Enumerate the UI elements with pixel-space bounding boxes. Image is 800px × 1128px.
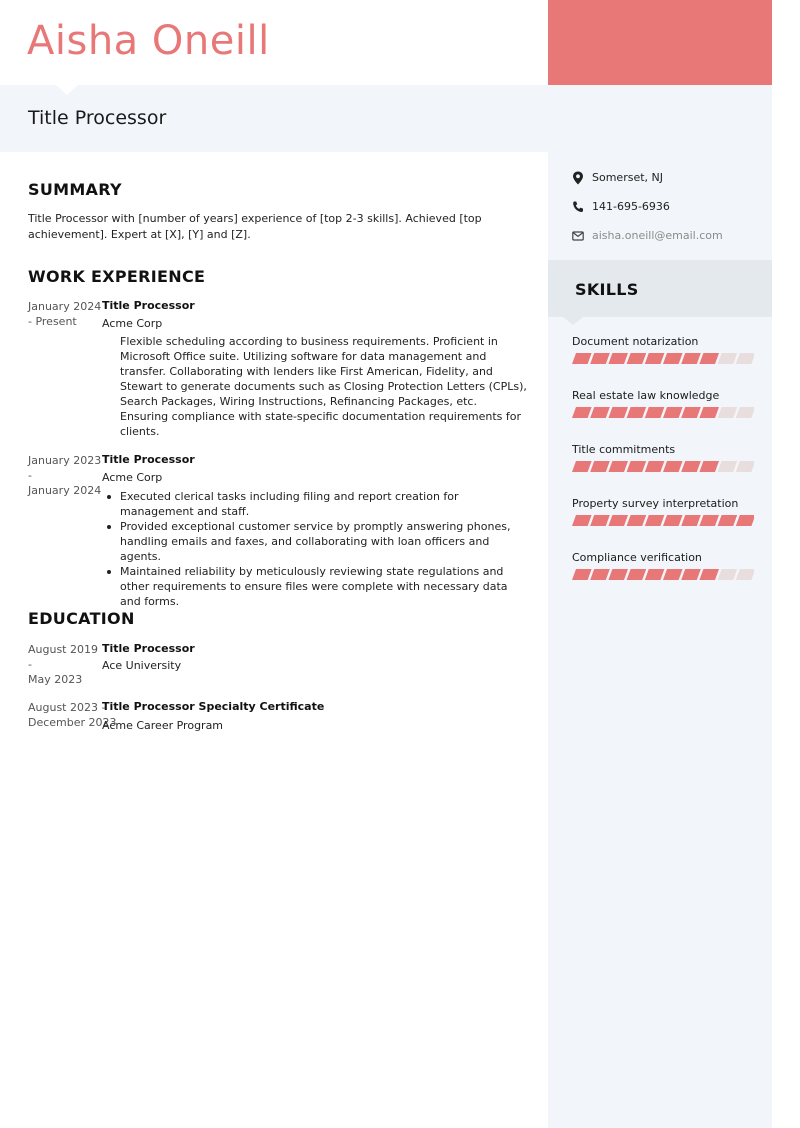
- skill-segment-filled: [736, 515, 754, 526]
- skill-segment-filled: [645, 569, 665, 580]
- location-pin-icon: [572, 171, 584, 185]
- edu-1-date-end: May 2023: [28, 673, 83, 686]
- job-2-bullets: [102, 489, 528, 609]
- skill-segment-filled: [572, 353, 592, 364]
- skill-segment-filled: [590, 569, 610, 580]
- job-2-dates: [28, 453, 102, 498]
- sidebar-accent-block: [548, 0, 772, 85]
- edu-1-school: Ace University: [102, 659, 182, 672]
- skill-level-bar: [572, 461, 754, 472]
- skill-segment-filled: [663, 515, 683, 526]
- edu-2-school: Acme Career Program: [102, 719, 224, 732]
- phone-text: 141-695-6936: [592, 200, 670, 213]
- edu-2-date-start: August 2023 -: [28, 701, 106, 714]
- skill-level-bar: [572, 353, 754, 364]
- skill-segment-filled: [645, 461, 665, 472]
- skills-heading: SKILLS: [575, 280, 639, 299]
- sidebar-background: [548, 0, 772, 1128]
- job-1-date-end: - Present: [28, 315, 77, 328]
- skill-segment-filled: [627, 515, 647, 526]
- job-2-company: Acme Corp: [102, 471, 163, 484]
- skill-segment-filled: [608, 407, 628, 418]
- summary-heading: SUMMARY: [28, 180, 122, 199]
- skill-segment-filled: [681, 569, 701, 580]
- skill-segment-filled: [627, 461, 647, 472]
- skill-segment-filled: [681, 407, 701, 418]
- skill-segment-filled: [663, 461, 683, 472]
- skill-name: Compliance verification: [572, 551, 702, 564]
- skill-segment-filled: [663, 353, 683, 364]
- skill-segment-filled: [572, 569, 592, 580]
- skill-segment-filled: [590, 461, 610, 472]
- skill-segment-filled: [663, 407, 683, 418]
- candidate-name: Aisha Oneill: [27, 18, 270, 64]
- skill-segment-empty: [718, 353, 738, 364]
- edu-2-date-end: December 2023: [28, 716, 117, 729]
- skill-level-bar: [572, 569, 754, 580]
- job-1-role: Title Processor: [102, 299, 195, 312]
- skill-segment-filled: [645, 353, 665, 364]
- job-2-date-end: January 2024: [28, 484, 102, 497]
- job-2-bullet: Executed clerical tasks including filing and report creation for management and staff.: [102, 489, 528, 519]
- skill-segment-filled: [663, 569, 683, 580]
- skill-level-bar: [572, 407, 754, 418]
- skill-segment-filled: [699, 515, 719, 526]
- edu-2-dates: [28, 700, 117, 730]
- envelope-icon: [572, 229, 584, 243]
- job-2-date-separator: -: [28, 469, 32, 482]
- skill-segment-filled: [627, 353, 647, 364]
- edu-1-degree: Title Processor: [102, 642, 195, 655]
- skill-segment-empty: [736, 461, 754, 472]
- skill-segment-filled: [699, 407, 719, 418]
- skill-segment-empty: [736, 569, 754, 580]
- edu-1-dates: [28, 642, 102, 687]
- job-2-role: Title Processor: [102, 453, 195, 466]
- skill-segment-filled: [718, 515, 738, 526]
- skill-segment-filled: [627, 569, 647, 580]
- skill-segment-empty: [736, 407, 754, 418]
- skill-segment-filled: [572, 461, 592, 472]
- job-1-date-start: January 2024: [28, 300, 102, 313]
- job-2-bullet: Provided exceptional customer service by promptly answering phones, handling emails and faxes, and collaborating with loan officers and agents.: [102, 519, 528, 564]
- skill-segment-filled: [645, 515, 665, 526]
- phone-icon: [572, 200, 584, 214]
- skill-segment-filled: [627, 407, 647, 418]
- skill-name: Document notarization: [572, 335, 699, 348]
- skill-segment-filled: [608, 569, 628, 580]
- skill-segment-filled: [645, 407, 665, 418]
- skill-name: Title commitments: [572, 443, 676, 456]
- education-heading: EDUCATION: [28, 609, 135, 628]
- skill-segment-filled: [590, 353, 610, 364]
- skill-segment-filled: [572, 515, 592, 526]
- edu-1-date-start: August 2019 -: [28, 643, 98, 671]
- job-2-date-start: January 2023: [28, 454, 102, 467]
- edu-2-degree: Title Processor Specialty Certificate: [102, 700, 325, 713]
- summary-text: Title Processor with [number of years] experience of [top 2-3 skills]. Achieved [top achievement]. Expert at [X], [Y] and [Z].: [28, 212, 482, 241]
- skill-segment-filled: [608, 461, 628, 472]
- skill-segment-filled: [608, 515, 628, 526]
- job-title: Title Processor: [28, 107, 167, 129]
- skill-segment-filled: [590, 407, 610, 418]
- email-link[interactable]: aisha.oneill@email.com: [592, 229, 723, 242]
- skills-notch: [563, 317, 583, 325]
- skill-segment-empty: [718, 461, 738, 472]
- title-notch: [56, 85, 78, 95]
- skill-segment-filled: [572, 407, 592, 418]
- skill-segment-filled: [681, 461, 701, 472]
- job-1-dates: [28, 299, 102, 329]
- skill-segment-filled: [699, 569, 719, 580]
- location-text: Somerset, NJ: [592, 171, 663, 184]
- skill-segment-filled: [699, 353, 719, 364]
- skill-segment-empty: [718, 569, 738, 580]
- skill-level-bar: [572, 515, 754, 526]
- skill-segment-filled: [681, 515, 701, 526]
- job-1-company: Acme Corp: [102, 317, 163, 330]
- skill-segment-filled: [681, 353, 701, 364]
- skill-segment-filled: [608, 353, 628, 364]
- skill-name: Real estate law knowledge: [572, 389, 720, 402]
- skill-segment-empty: [718, 407, 738, 418]
- job-1-description: Flexible scheduling according to business requirements. Proficient in Microsoft Office suite. Utilizing software for data management and transfer. Collaborating with lenders like First American, Fidelity, and Stewart to generate documents such as Closing Protection Letters (CPLs), Search Packages, Wiring Instructions, Refinancing Packages, etc. Ensuring compliance with state-specific documentation requirements for clients.: [120, 335, 527, 438]
- skill-name: Property survey interpretation: [572, 497, 739, 510]
- job-2-bullet: Maintained reliability by meticulously reviewing state regulations and other requirements to ensure files were complete with necessary data and forms.: [102, 564, 528, 609]
- skill-segment-empty: [736, 353, 754, 364]
- work-experience-heading: WORK EXPERIENCE: [28, 267, 206, 286]
- skill-segment-filled: [590, 515, 610, 526]
- skill-segment-filled: [699, 461, 719, 472]
